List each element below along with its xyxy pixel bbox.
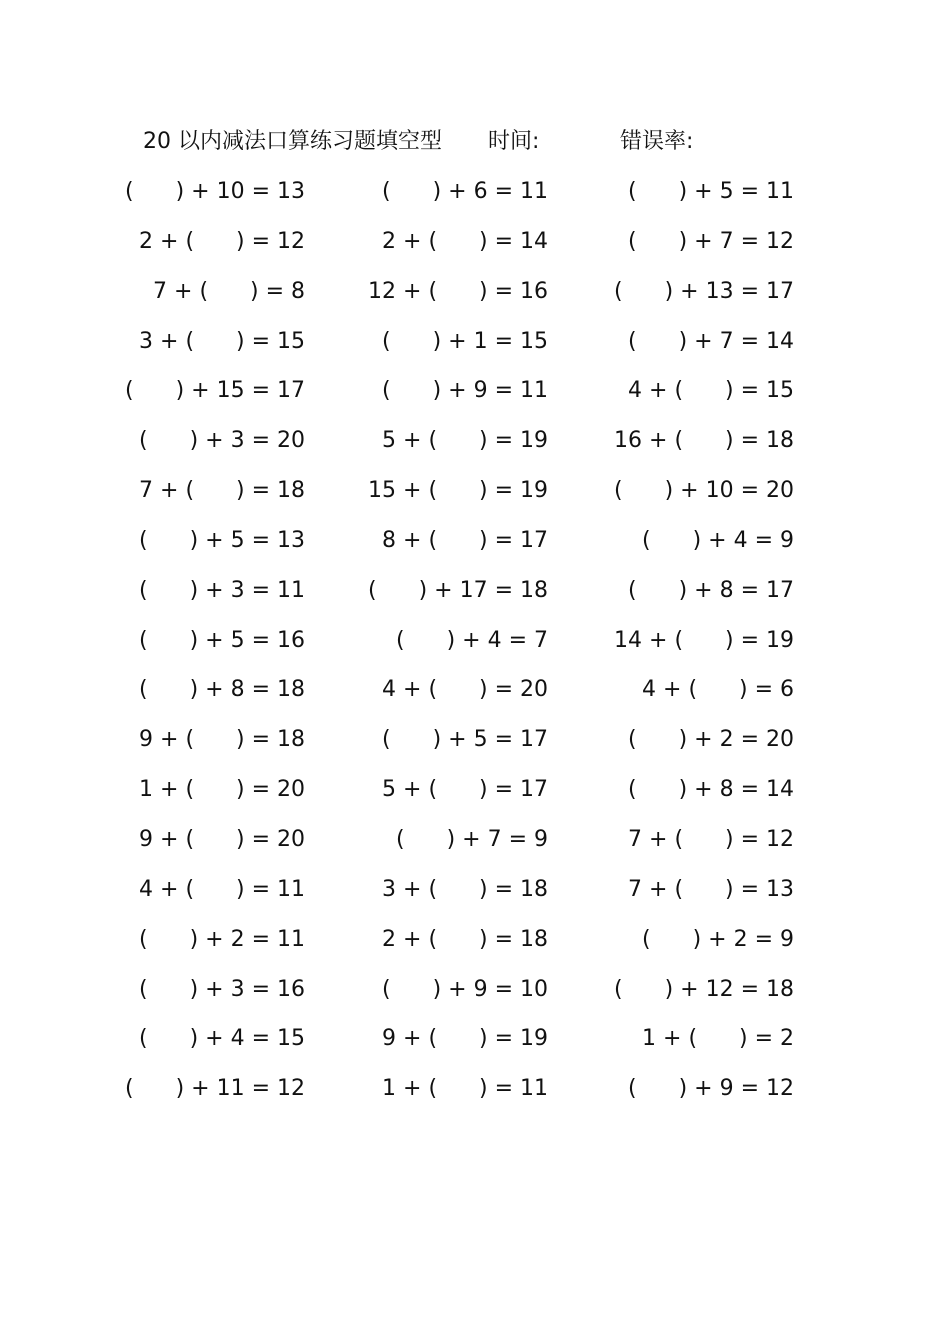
problem-grid [0, 172, 950, 1119]
worksheet-header [0, 124, 950, 164]
problem-row [0, 870, 950, 920]
problem-cell: ( ) + 9 = 10 [382, 976, 548, 1002]
problem-cell: 7 + ( ) = 8 [153, 278, 305, 304]
problem-cell: ( ) + 8 = 18 [139, 677, 305, 703]
problem-row [0, 571, 950, 621]
problem-cell: 3 + ( ) = 18 [382, 876, 548, 902]
problem-cell: 4 + ( ) = 6 [642, 677, 794, 703]
problem-cell: 9 + ( ) = 19 [382, 1026, 548, 1052]
problem-row [0, 770, 950, 820]
time-label: 时间: [488, 129, 540, 154]
problem-cell: ( ) + 4 = 7 [396, 627, 548, 653]
problem-row [0, 371, 950, 421]
problem-cell: 2 + ( ) = 12 [139, 228, 305, 254]
problem-cell: 14 + ( ) = 19 [614, 627, 794, 653]
problem-cell: ( ) + 8 = 14 [628, 777, 794, 803]
problem-cell: 1 + ( ) = 11 [382, 1076, 548, 1102]
problem-cell: ( ) + 10 = 13 [125, 179, 305, 204]
problem-cell: 4 + ( ) = 11 [139, 876, 305, 902]
problem-row [0, 970, 950, 1020]
problem-row [0, 222, 950, 272]
problem-cell: ( ) + 3 = 20 [139, 428, 305, 454]
problem-cell: 1 + ( ) = 20 [139, 777, 305, 803]
problem-cell: ( ) + 5 = 13 [139, 527, 305, 553]
problem-cell: ( ) + 3 = 16 [139, 976, 305, 1002]
problem-cell: ( ) + 2 = 9 [642, 926, 794, 952]
problem-cell: ( ) + 15 = 17 [125, 378, 305, 404]
problem-cell: 5 + ( ) = 19 [382, 428, 548, 454]
problem-row [0, 820, 950, 870]
problem-cell: 15 + ( ) = 19 [368, 478, 548, 504]
problem-cell: ( ) + 9 = 12 [628, 1076, 794, 1102]
problem-row [0, 322, 950, 372]
problem-cell: 2 + ( ) = 18 [382, 926, 548, 952]
problem-cell: 2 + ( ) = 14 [382, 228, 548, 254]
problem-cell: ( ) + 7 = 9 [396, 826, 548, 852]
problem-row [0, 421, 950, 471]
problem-cell: ( ) + 12 = 18 [614, 976, 794, 1002]
problem-row [0, 471, 950, 521]
problem-cell: ( ) + 5 = 16 [139, 627, 305, 653]
problem-cell: ( ) + 5 = 17 [382, 727, 548, 753]
problem-cell: 3 + ( ) = 15 [139, 328, 305, 354]
problem-cell: ( ) + 4 = 9 [642, 527, 794, 553]
problem-row [0, 1069, 950, 1119]
problem-cell: ( ) + 1 = 15 [382, 328, 548, 354]
problem-cell: 1 + ( ) = 2 [642, 1026, 794, 1052]
problem-row [0, 720, 950, 770]
problem-cell: 5 + ( ) = 17 [382, 777, 548, 803]
problem-row [0, 1019, 950, 1069]
problem-cell: 7 + ( ) = 13 [628, 876, 794, 902]
problem-row [0, 172, 950, 222]
problem-cell: ( ) + 5 = 11 [628, 179, 794, 204]
error-rate-label: 错误率: [620, 129, 694, 154]
problem-cell: 8 + ( ) = 17 [382, 527, 548, 553]
problem-cell: 9 + ( ) = 18 [139, 727, 305, 753]
problem-cell: ( ) + 3 = 11 [139, 577, 305, 603]
problem-row [0, 920, 950, 970]
problem-cell: 4 + ( ) = 15 [628, 378, 794, 404]
problem-cell: ( ) + 17 = 18 [368, 577, 548, 603]
problem-cell: ( ) + 2 = 11 [139, 926, 305, 952]
problem-cell: 4 + ( ) = 20 [382, 677, 548, 703]
problem-cell: ( ) + 7 = 14 [628, 328, 794, 354]
problem-cell: 7 + ( ) = 12 [628, 826, 794, 852]
problem-cell: ( ) + 7 = 12 [628, 228, 794, 254]
problem-cell: 16 + ( ) = 18 [614, 428, 794, 454]
problem-cell: 12 + ( ) = 16 [368, 278, 548, 304]
problem-cell: ( ) + 13 = 17 [614, 278, 794, 304]
problem-cell: ( ) + 9 = 11 [382, 378, 548, 404]
problem-cell: ( ) + 10 = 20 [614, 478, 794, 504]
problem-row [0, 521, 950, 571]
problem-cell: ( ) + 4 = 15 [139, 1026, 305, 1052]
problem-cell: ( ) + 8 = 17 [628, 577, 794, 603]
worksheet-title: 20 以内减法口算练习题填空型 [143, 129, 442, 154]
problem-cell: ( ) + 2 = 20 [628, 727, 794, 753]
problem-row [0, 670, 950, 720]
problem-row [0, 621, 950, 671]
problem-cell: 9 + ( ) = 20 [139, 826, 305, 852]
problem-cell: 7 + ( ) = 18 [139, 478, 305, 504]
problem-cell: ( ) + 11 = 12 [125, 1076, 305, 1102]
problem-row [0, 272, 950, 322]
problem-cell: ( ) + 6 = 11 [382, 179, 548, 204]
